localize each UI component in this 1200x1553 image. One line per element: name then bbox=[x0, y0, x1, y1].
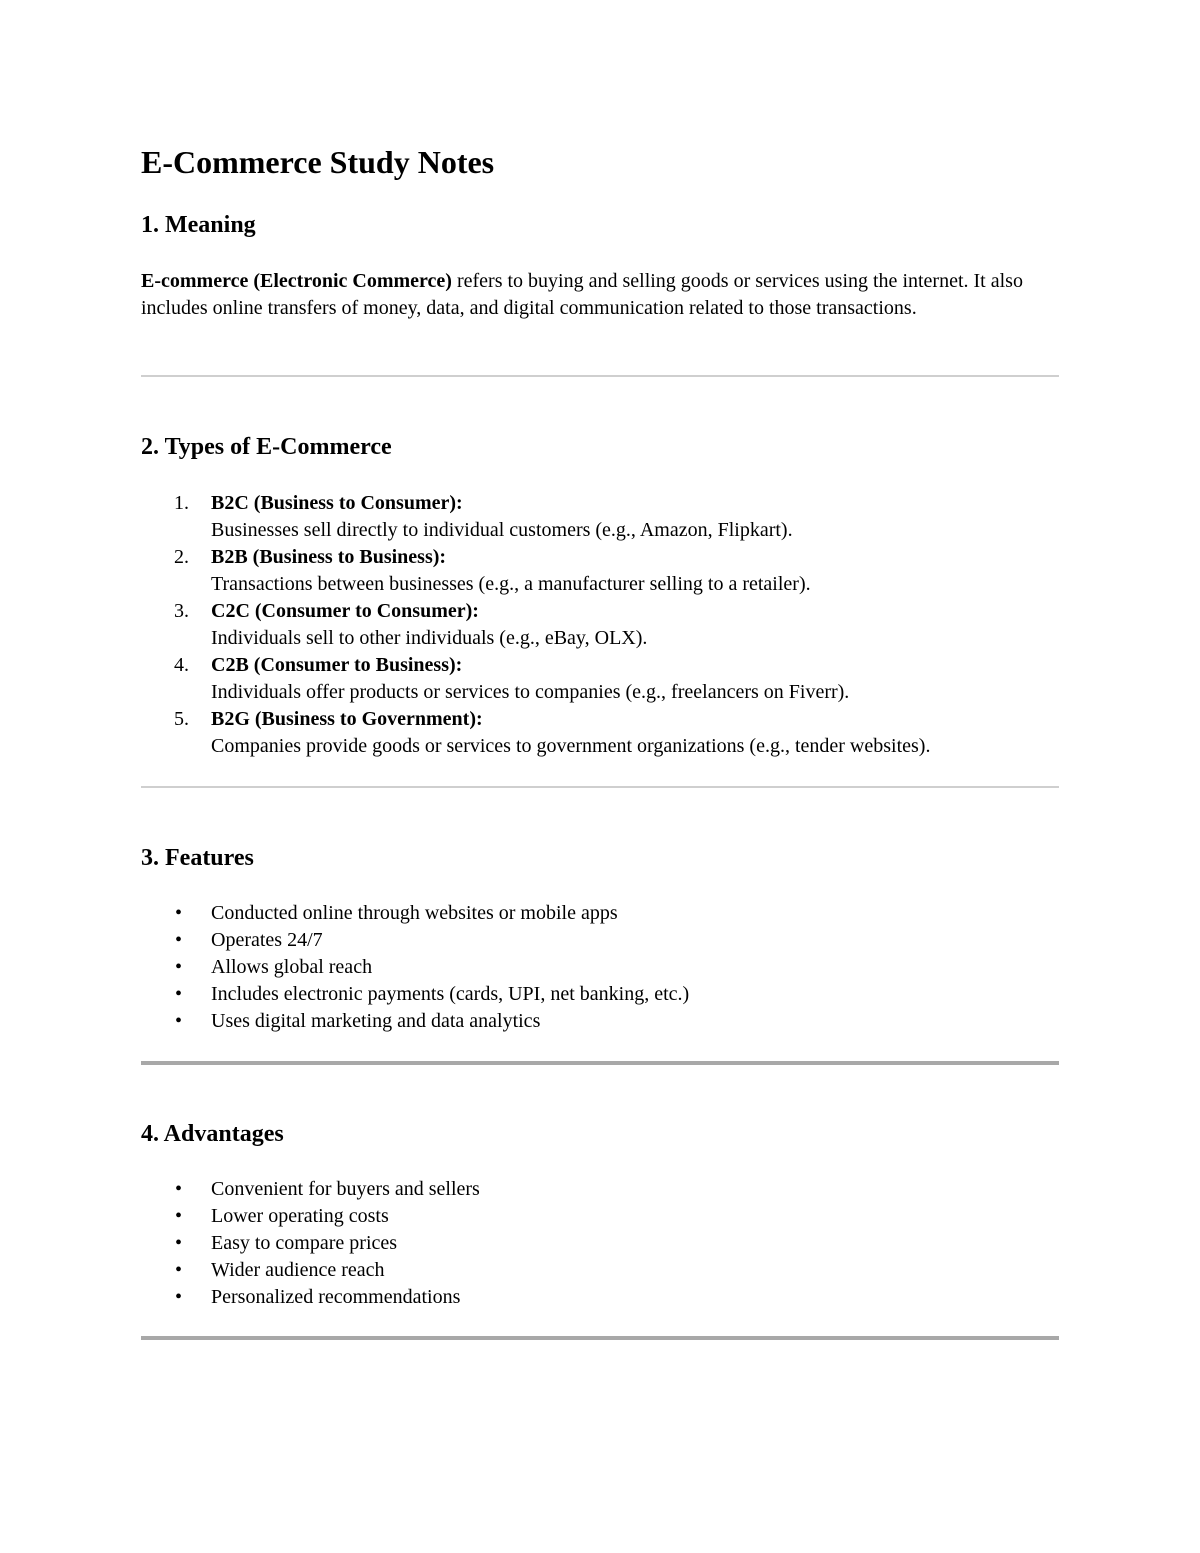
list-item bbox=[141, 981, 689, 1008]
list-item bbox=[141, 1230, 480, 1257]
advantages-list bbox=[141, 1176, 480, 1311]
list-item-text: Operates 24/7 bbox=[211, 929, 323, 951]
list-item bbox=[141, 490, 930, 544]
bullet-icon: • bbox=[175, 1178, 183, 1200]
list-item bbox=[141, 1203, 480, 1230]
bullet-icon: • bbox=[175, 1286, 183, 1308]
list-item bbox=[141, 954, 689, 981]
bullet-icon: • bbox=[175, 1205, 183, 1227]
bullet-icon: • bbox=[175, 956, 183, 978]
type-term: B2B (Business to Business): bbox=[211, 546, 447, 568]
bullet-icon: • bbox=[175, 929, 183, 951]
section-heading-features: 3. Features bbox=[141, 845, 254, 871]
section-divider bbox=[141, 786, 1059, 788]
section-divider bbox=[141, 375, 1059, 377]
document-page bbox=[141, 0, 1059, 1553]
list-item bbox=[141, 900, 689, 927]
list-item-number: 4. bbox=[174, 654, 189, 676]
section-heading-types: 2. Types of E-Commerce bbox=[141, 434, 392, 460]
list-item bbox=[141, 1284, 480, 1311]
list-item-number: 1. bbox=[174, 492, 189, 514]
list-item-number: 2. bbox=[174, 546, 189, 568]
section-heading-advantages: 4. Advantages bbox=[141, 1121, 284, 1147]
list-item-text: Conducted online through websites or mobile apps bbox=[211, 902, 618, 924]
type-description: Individuals offer products or services to companies (e.g., freelancers on Fiverr). bbox=[211, 681, 850, 703]
list-item bbox=[141, 1176, 480, 1203]
list-item-number: 5. bbox=[174, 708, 189, 730]
type-description: Individuals sell to other individuals (e.g., eBay, OLX). bbox=[211, 627, 648, 649]
list-item bbox=[141, 598, 930, 652]
type-term: B2G (Business to Government): bbox=[211, 708, 483, 730]
list-item-text: Lower operating costs bbox=[211, 1205, 389, 1227]
list-item bbox=[141, 1008, 689, 1035]
document-title: E-Commerce Study Notes bbox=[141, 144, 495, 180]
meaning-paragraph bbox=[141, 268, 1059, 322]
type-term: C2B (Consumer to Business): bbox=[211, 654, 463, 676]
list-item-text: Easy to compare prices bbox=[211, 1232, 398, 1254]
section-heading-meaning: 1. Meaning bbox=[141, 212, 256, 238]
meaning-text: refers to buying and selling goods or services using the internet. It also includes online transfers of money, data, and digital communication related to those transactions. bbox=[141, 270, 1023, 319]
list-item bbox=[141, 544, 930, 598]
type-term: C2C (Consumer to Consumer): bbox=[211, 600, 479, 622]
list-item-text: Uses digital marketing and data analytics bbox=[211, 1010, 541, 1032]
meaning-term: E-commerce (Electronic Commerce) bbox=[141, 270, 452, 292]
type-description: Transactions between businesses (e.g., a manufacturer selling to a retailer). bbox=[211, 573, 811, 595]
list-item-text: Convenient for buyers and sellers bbox=[211, 1178, 480, 1200]
section-divider bbox=[141, 1336, 1059, 1340]
features-list bbox=[141, 900, 689, 1035]
bullet-icon: • bbox=[175, 1010, 183, 1032]
list-item bbox=[141, 927, 689, 954]
bullet-icon: • bbox=[175, 983, 183, 1005]
section-divider bbox=[141, 1061, 1059, 1065]
list-item-text: Wider audience reach bbox=[211, 1259, 385, 1281]
list-item bbox=[141, 652, 930, 706]
type-term: B2C (Business to Consumer): bbox=[211, 492, 463, 514]
list-item-text: Personalized recommendations bbox=[211, 1286, 461, 1308]
list-item bbox=[141, 706, 930, 760]
type-description: Companies provide goods or services to government organizations (e.g., tender websites). bbox=[211, 735, 931, 757]
list-item-text: Includes electronic payments (cards, UPI, net banking, etc.) bbox=[211, 983, 690, 1005]
list-item-text: Allows global reach bbox=[211, 956, 373, 978]
list-item-number: 3. bbox=[174, 600, 189, 622]
type-description: Businesses sell directly to individual customers (e.g., Amazon, Flipkart). bbox=[211, 519, 793, 541]
bullet-icon: • bbox=[175, 902, 183, 924]
bullet-icon: • bbox=[175, 1232, 183, 1254]
bullet-icon: • bbox=[175, 1259, 183, 1281]
list-item bbox=[141, 1257, 480, 1284]
types-list bbox=[141, 490, 930, 760]
